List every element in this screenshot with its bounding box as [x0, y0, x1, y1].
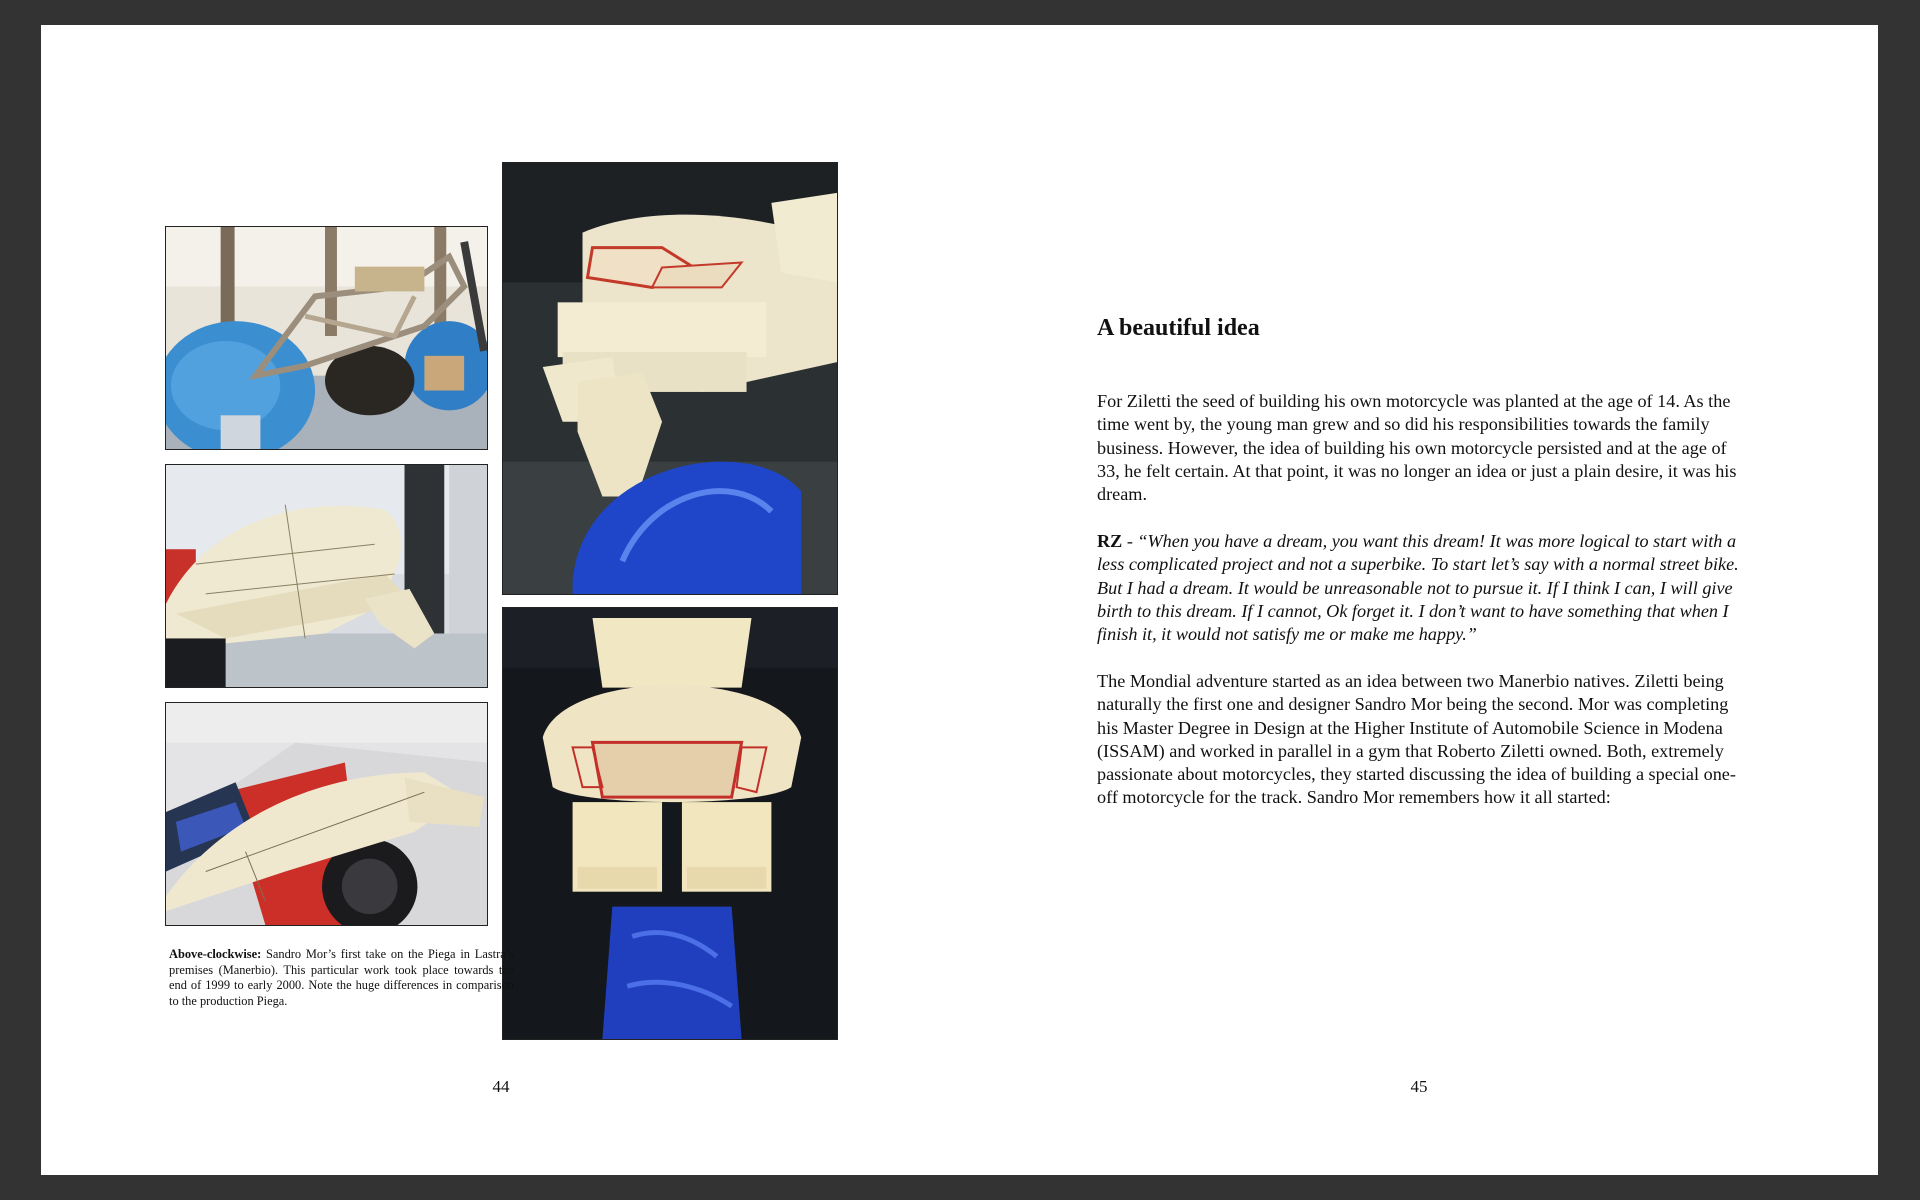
foam-model-side-photo	[165, 464, 488, 688]
foam-model-red-bike-photo	[165, 702, 488, 926]
page-number-left: 44	[492, 1077, 510, 1096]
page-number-right: 45	[1410, 1077, 1428, 1096]
section-heading: A beautiful idea	[1097, 315, 1260, 341]
paragraph-quote	[1097, 530, 1752, 646]
caption-text: Sandro Mor’s first take on the Piega in Lastra’s premises (Manerbio). This particular work took place towards the end of 1999 to early 2000. Note the huge differences in comparison to the production Piega.	[169, 947, 514, 1008]
quote-speaker: RZ	[1097, 531, 1123, 551]
caption-lead: Above-clockwise:	[169, 947, 262, 961]
foam-model-headlight-photo	[502, 607, 838, 1040]
workshop-frame-photo	[165, 226, 488, 450]
photo-caption	[169, 947, 514, 1009]
foam-model-front-photo	[502, 162, 838, 595]
quote-text: “When you have a dream, you want this dream! It was more logical to start with a less complicated project and not a superbike. To start let’s say with a normal street bike. But I had a dream. It would be unreasonable not to pursue it. If I think I can, I will give birth to this dream. If I cannot, Ok forget it. I don’t want to have something that when I finish it, it would not satisfy me or make me happy.”	[1097, 531, 1739, 645]
quote-dash: -	[1122, 531, 1138, 551]
left-page	[41, 25, 959, 1175]
paragraph-mondial: The Mondial adventure started as an idea between two Manerbio natives. Ziletti being naturally the first one and designer Sandro Mor being the second. Mor was completing his Master Degree in Design at the Higher Institute of Automobile Science in Modena (ISSAM) and worked in parallel in a gym that Roberto Ziletti owned. Both, extremely passionate about motorcycles, they started discussing the idea of building a special one-off motorcycle for the track. Sandro Mor remembers how it all started:	[1097, 671, 1736, 808]
paragraph-intro: For Ziletti the seed of building his own motorcycle was planted at the age of 14. As the time went by, the young man grew and so did his responsibilities towards the family business. However, the idea of building his own motorcycle persisted and at the age of 33, he felt certain. At that point, it was no longer an idea or just a plain desire, it was his dream.	[1097, 391, 1737, 505]
book-spread	[41, 25, 1878, 1175]
